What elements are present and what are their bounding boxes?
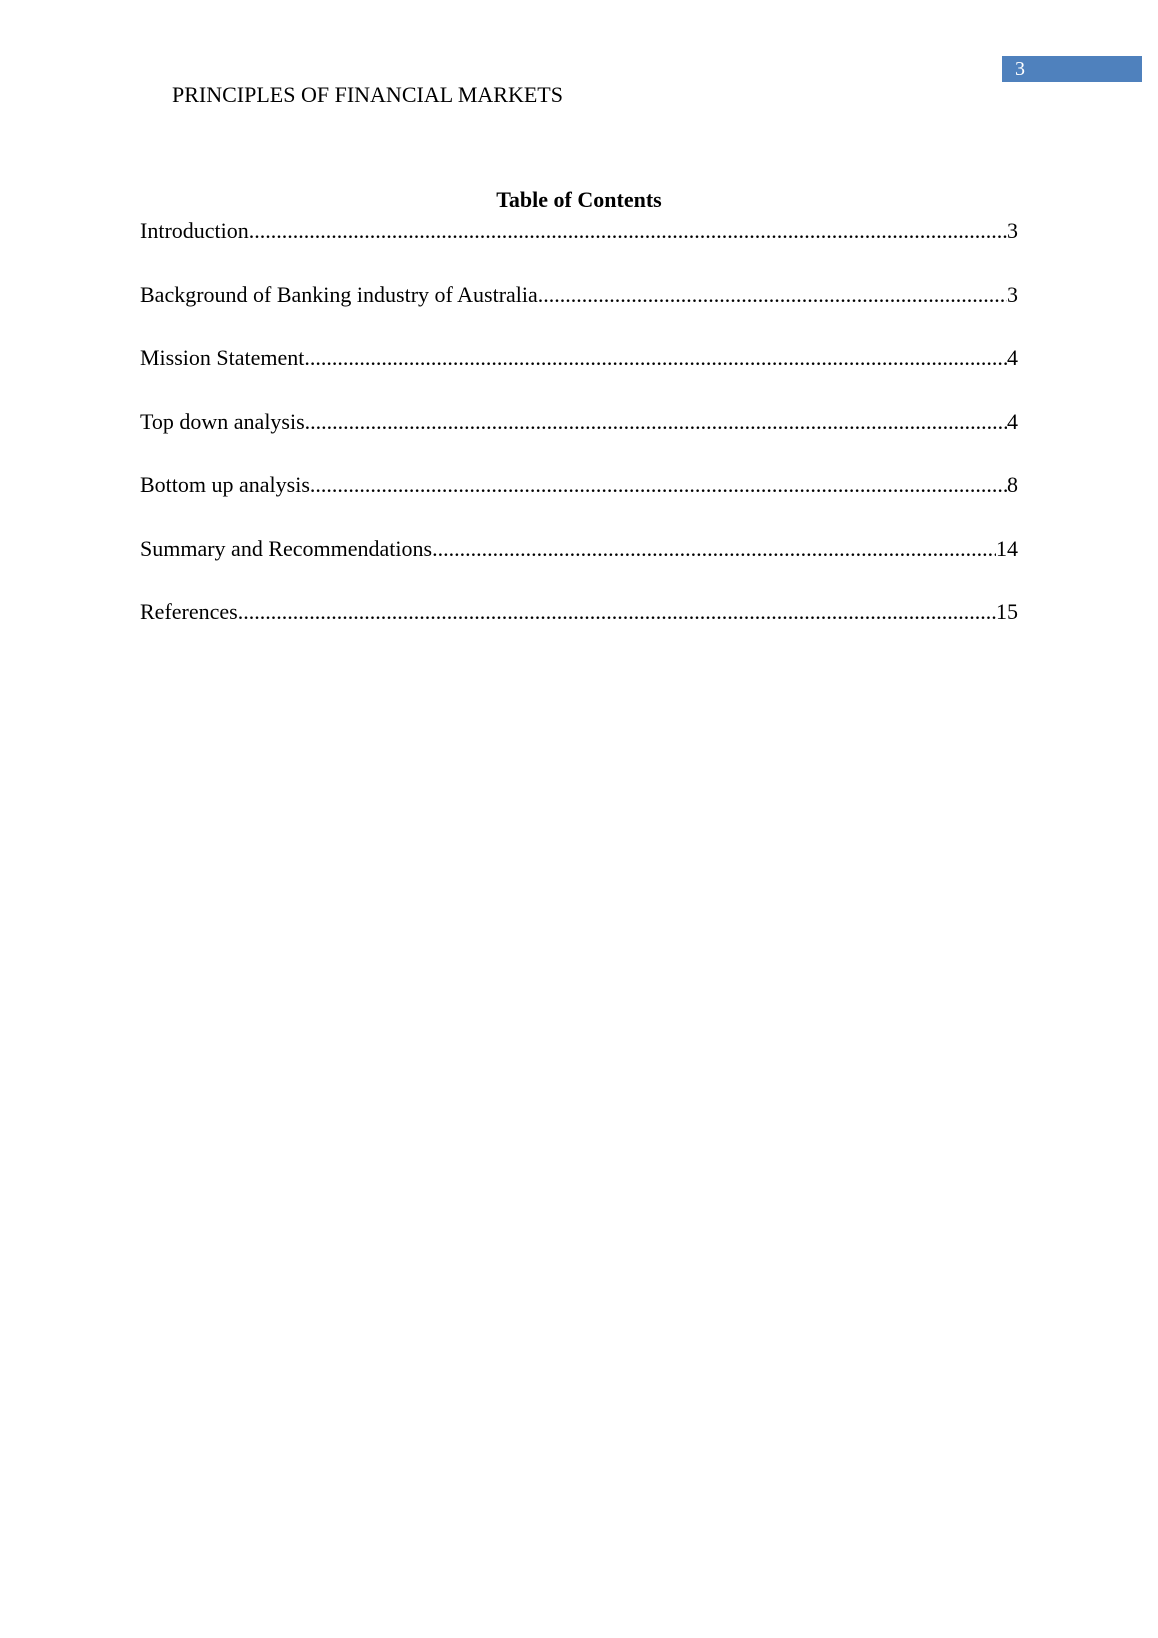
toc-entry-label: Mission Statement [140, 345, 305, 370]
toc-entry-background[interactable] [140, 281, 1018, 309]
toc-entry-label: Background of Banking industry of Australia [140, 281, 538, 307]
running-header-title: PRINCIPLES OF FINANCIAL MARKETS [172, 82, 563, 107]
toc-dot-leader [304, 344, 1007, 372]
toc-entry-label: References [140, 599, 238, 624]
toc-entry-page: 3 [1007, 281, 1018, 307]
toc-entry-label: Summary and Recommendations [140, 535, 433, 561]
toc-entry-summary-recommendations[interactable] [140, 535, 1018, 563]
toc-entry-page: 15 [996, 599, 1018, 624]
page-number: 3 [1015, 58, 1025, 80]
toc-dot-leader [238, 598, 996, 626]
toc-list [140, 217, 1018, 662]
toc-entry-page: 8 [1007, 472, 1018, 497]
toc-entry-introduction[interactable] [140, 217, 1018, 245]
toc-entry-references[interactable] [140, 598, 1018, 626]
toc-entry-label: Bottom up analysis [140, 472, 310, 497]
toc-entry-bottom-up-analysis[interactable] [140, 471, 1018, 499]
toc-dot-leader [305, 408, 1007, 436]
page-number-badge [1002, 56, 1142, 82]
toc-dot-leader [432, 535, 996, 563]
toc-entry-top-down-analysis[interactable] [140, 408, 1018, 436]
toc-entry-mission-statement[interactable] [140, 344, 1018, 372]
toc-entry-page: 4 [1007, 408, 1018, 434]
toc-entry-page: 3 [1007, 218, 1018, 243]
toc-title: Table of Contents [496, 187, 662, 212]
toc-dot-leader [538, 281, 1007, 309]
toc-dot-leader [249, 217, 1007, 245]
toc-entry-label: Introduction [140, 218, 249, 243]
toc-entry-page: 14 [996, 535, 1018, 561]
toc-entry-page: 4 [1007, 345, 1018, 370]
toc-entry-label: Top down analysis [140, 408, 305, 434]
toc-dot-leader [310, 471, 1007, 499]
